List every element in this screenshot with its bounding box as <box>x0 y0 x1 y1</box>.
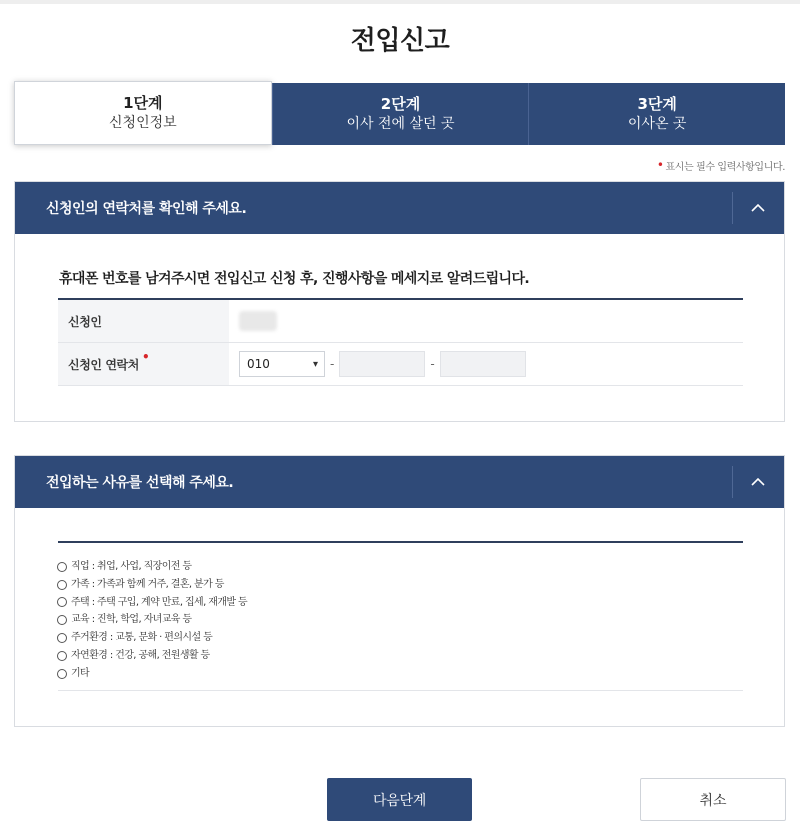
reason-option-label: 교육 : 진학, 학업, 자녀교육 등 <box>71 614 192 626</box>
sms-notice: 휴대폰 번호를 남겨주시면 전입신고 신청 후, 진행사항을 메세지로 알려드립니다. <box>59 271 530 287</box>
step-label: 이사 전에 살던 곳 <box>346 116 455 132</box>
reason-option[interactable] <box>57 576 247 594</box>
phone-fields <box>229 343 743 385</box>
phone-prefix-select[interactable] <box>239 351 325 377</box>
required-dot-icon: • <box>141 350 150 364</box>
reason-section <box>14 455 785 727</box>
contact-label <box>58 343 229 385</box>
radio-icon[interactable] <box>57 597 67 607</box>
reason-option[interactable] <box>57 611 247 629</box>
applicant-label-text: 신청인 <box>68 314 102 329</box>
table-row <box>58 343 743 386</box>
list-bottom-rule <box>58 690 743 691</box>
radio-icon[interactable] <box>57 633 67 643</box>
contact-section-title: 신청인의 연락처를 확인해 주세요. <box>46 201 247 217</box>
reason-option-label: 주택 : 주택 구입, 계약 만료, 집세, 재개발 등 <box>71 596 248 608</box>
step-label: 이사온 곳 <box>627 116 687 132</box>
reason-option[interactable] <box>57 647 247 665</box>
required-note <box>657 158 785 173</box>
radio-icon[interactable] <box>57 669 67 679</box>
radio-icon[interactable] <box>57 651 67 661</box>
reason-option-label: 자연환경 : 건강, 공해, 전원생활 등 <box>71 649 210 661</box>
collapse-toggle-button[interactable] <box>732 182 784 234</box>
step-1 <box>14 81 272 145</box>
chevron-up-icon <box>751 204 765 212</box>
chevron-up-icon <box>751 478 765 486</box>
step-2 <box>272 83 529 145</box>
reason-section-title: 전입하는 사유를 선택해 주세요. <box>46 475 234 491</box>
contact-section <box>14 181 785 422</box>
radio-icon[interactable] <box>57 615 67 625</box>
reason-option[interactable] <box>57 665 247 683</box>
reason-option[interactable] <box>57 629 247 647</box>
page-title: 전입신고 <box>350 26 450 56</box>
phone-separator: - <box>330 357 335 371</box>
reason-option[interactable] <box>57 558 247 576</box>
step-label: 신청인정보 <box>109 115 177 131</box>
phone-last-input[interactable] <box>440 351 526 377</box>
step-3 <box>528 83 785 145</box>
reason-option-label: 주거환경 : 교통, 문화 · 편의시설 등 <box>71 632 213 644</box>
required-dot-icon: • <box>656 158 664 172</box>
top-border <box>0 0 800 4</box>
next-step-button[interactable]: 다음단계 <box>327 778 472 821</box>
chevron-down-icon: ▾ <box>312 358 318 370</box>
list-top-rule <box>58 541 743 543</box>
radio-icon[interactable] <box>57 580 67 590</box>
reason-option-label: 가족 : 가족과 함께 거주, 결혼, 분가 등 <box>71 578 224 590</box>
contact-label-text: 신청인 연락처 <box>68 357 139 372</box>
reason-option-label: 기타 <box>71 667 90 679</box>
collapse-toggle-button[interactable] <box>732 456 784 508</box>
applicant-name-redacted <box>239 311 277 331</box>
phone-separator: - <box>430 357 435 371</box>
reason-option-label: 직업 : 취업, 사업, 직장이전 등 <box>71 561 192 572</box>
reason-section-header <box>15 456 784 508</box>
step-number: 1단계 <box>123 94 163 112</box>
cancel-button[interactable]: 취소 <box>640 778 786 821</box>
phone-middle-input[interactable] <box>339 351 425 377</box>
applicant-value <box>229 300 743 342</box>
table-row <box>58 300 743 343</box>
reason-option[interactable] <box>57 594 247 612</box>
step-number: 2단계 <box>380 95 421 113</box>
step-indicator <box>14 83 785 145</box>
applicant-info-table <box>58 300 743 386</box>
step-number: 3단계 <box>637 95 677 113</box>
contact-section-header <box>15 182 784 234</box>
applicant-label <box>58 300 229 342</box>
radio-icon[interactable] <box>57 562 67 572</box>
required-note-text: 표시는 필수 입력사항입니다. <box>665 162 785 173</box>
reason-options <box>57 558 247 683</box>
phone-prefix-value: 010 <box>247 357 270 371</box>
